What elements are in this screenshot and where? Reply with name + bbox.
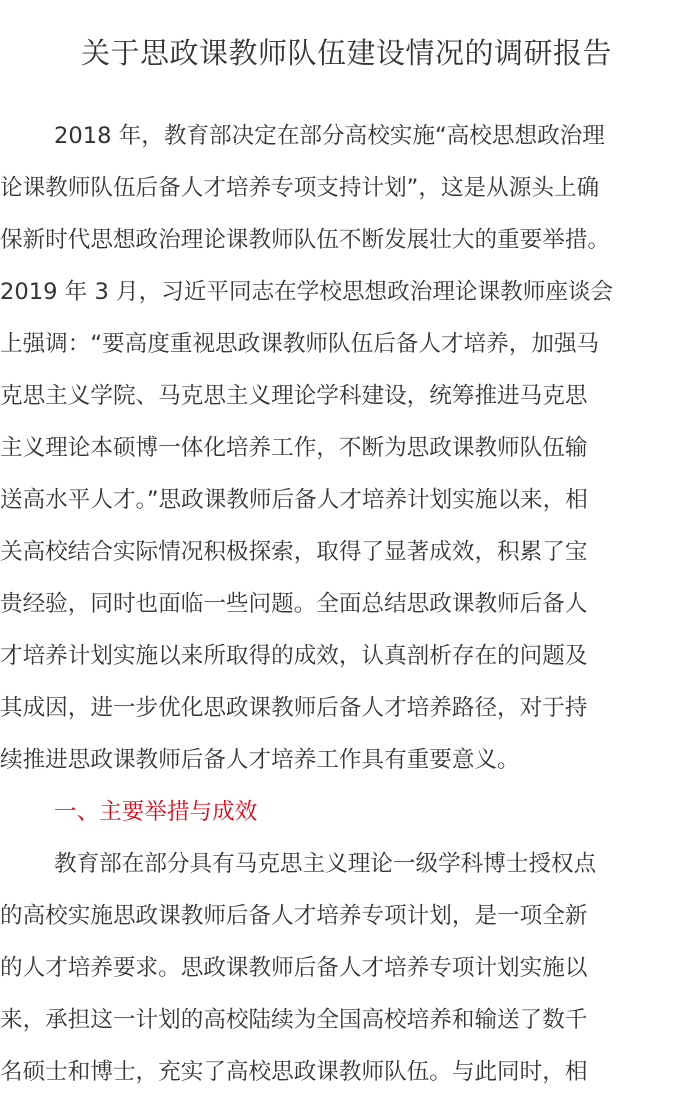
- paragraph-line: 的高校实施思政课教师后备人才培养专项计划，是一项全新: [0, 903, 588, 929]
- paragraph-line: 送高水平人才。”思政课教师后备人才培养计划实施以来，相: [0, 487, 588, 513]
- section-heading: 一、主要举措与成效: [54, 799, 258, 825]
- paragraph-line: 来，承担这一计划的高校陆续为全国高校培养和输送了数千: [0, 1007, 588, 1033]
- paragraph-line: 论课教师队伍后备人才培养专项支持计划”，这是从源头上确: [0, 175, 600, 201]
- paragraph-line: 其成因，进一步优化思政课教师后备人才培养路径，对于持: [0, 695, 588, 721]
- paragraph-line: 的人才培养要求。思政课教师后备人才培养专项计划实施以: [0, 955, 588, 981]
- paragraph-line: 主义理论本硕博一体化培养工作，不断为思政课教师队伍输: [0, 435, 588, 461]
- paragraph-line: 名硕士和博士，充实了高校思政课教师队伍。与此同时，相: [0, 1059, 588, 1085]
- paragraph-line: 2019 年 3 月，习近平同志在学校思想政治理论课教师座谈会: [0, 279, 614, 305]
- article-body: [0, 110, 693, 1098]
- paragraph-line: 贵经验，同时也面临一些问题。全面总结思政课教师后备人: [0, 591, 588, 617]
- article-title: 关于思政课教师队伍建设情况的调研报告: [80, 36, 612, 70]
- paragraph-line: 上强调：“要高度重视思政课教师队伍后备人才培养，加强马: [0, 331, 600, 357]
- paragraph-line: 续推进思政课教师后备人才培养工作具有重要意义。: [0, 747, 520, 773]
- paragraph-line: 教育部在部分具有马克思主义理论一级学科博士授权点: [54, 851, 597, 877]
- paragraph-line: 2018 年，教育部决定在部分高校实施“高校思想政治理: [54, 123, 605, 149]
- paragraph-line: 关高校结合实际情况积极探索，取得了显著成效，积累了宝: [0, 539, 588, 565]
- paragraph-line: 克思主义学院、马克思主义理论学科建设，统筹推进马克思: [0, 383, 588, 409]
- paragraph-line: 才培养计划实施以来所取得的成效，认真剖析存在的问题及: [0, 643, 588, 669]
- paragraph-line: 保新时代思想政治理论课教师队伍不断发展壮大的重要举措。: [0, 227, 611, 253]
